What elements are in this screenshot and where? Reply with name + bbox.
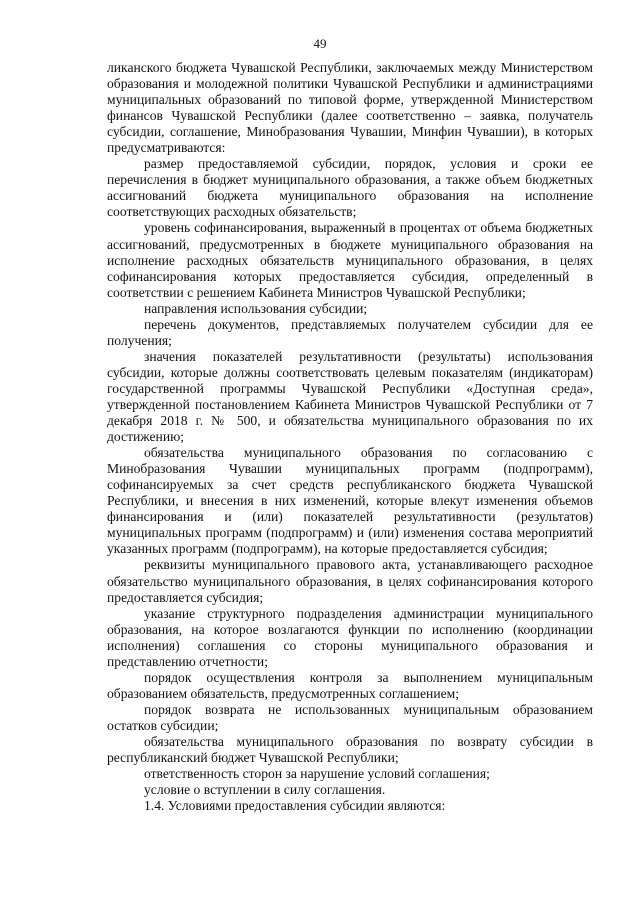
paragraph-performance-indicators: значения показателей результативности (результаты) использования субсидии, которые должны соответствовать целевым показателям (индикаторам) государственной программы Чувашской Республики «Доступная среда», утвержденной постановлением Кабинета Министров Чувашской Республики от 7 декабря 2018 г. № 500, и обязательства муниципального образования по их достижению; [107, 348, 593, 445]
page-number: 49 [313, 36, 327, 51]
paragraph-liability: ответственность сторон за нарушение условий соглашения; [144, 766, 490, 782]
paragraph-continuation: ликанского бюджета Чувашской Республики, заключаемых между Министерством образования и молодежной политики Чувашской Республики и администрациями муниципальных образований по типовой форме, утвержденной Министерством финансов Чувашской Республики (далее соответственно – заявка, получатель субсидии, соглашение, Минобразования Чувашии, Минфин Чувашии), в которых предусматриваются: [107, 60, 593, 156]
paragraph-return-procedure: порядок возврата не использованных муниципальным образованием остатков субсидии; [107, 701, 593, 733]
paragraph-subsidy-amount: размер предоставляемой субсидии, порядок, условия и сроки ее перечисления в бюджет муниципального образования, а также объем бюджетных ассигнований бюджета муниципального образования на исполнение соответствующих расходных обязательств; [107, 156, 593, 220]
paragraph-cofinancing-level: уровень софинансирования, выраженный в процентах от объема бюджетных ассигнований, предусмотренных в бюджете муниципального образования на исполнение расходных обязательств муниципального образования, в целях софинансирования которых предоставляется субсидия, определенный в соответствии с решением Кабинета Министров Чувашской Республики; [107, 220, 593, 300]
paragraph-section-1-4: 1.4. Условиями предоставления субсидии являются: [144, 798, 446, 814]
document-body [107, 60, 593, 814]
paragraph-return-obligations: обязательства муниципального образования по возврату субсидии в республиканский бюджет Чувашской Республики; [107, 733, 593, 766]
paragraph-legal-act-details: реквизиты муниципального правового акта, устанавливающего расходное обязательство муниципального образования, в целях софинансирования которого предоставляется субсидия; [107, 557, 593, 605]
paragraph-program-approval: обязательства муниципального образования по согласованию с Минобразования Чувашии муниципальных программ (подпрограмм), софинансируемых за счет средств республиканского бюджета Чувашской Республики, и внесения в них изменений, которые влекут изменения объемов финансирования и (или) показателей результативности (результатов) муниципальных программ (подпрограмм) и (или) изменения состава мероприятий указанных программ (подпрограмм), на которые предоставляется субсидия; [107, 445, 593, 557]
paragraph-responsible-division: указание структурного подразделения администрации муниципального образования, на которое возлагаются функции по исполнению (координации исполнения) соглашения со стороны муниципального образования и представлению отчетности; [107, 605, 593, 669]
paragraph-subsidy-directions: направления использования субсидии; [144, 300, 368, 316]
paragraph-entry-into-force: условие о вступлении в силу соглашения. [144, 782, 386, 798]
paragraph-control-procedure: порядок осуществления контроля за выполнением муниципальным образованием обязательств, предусмотренных соглашением; [107, 669, 593, 701]
paragraph-documents-list: перечень документов, представляемых получателем субсидии для ее получения; [107, 316, 593, 348]
